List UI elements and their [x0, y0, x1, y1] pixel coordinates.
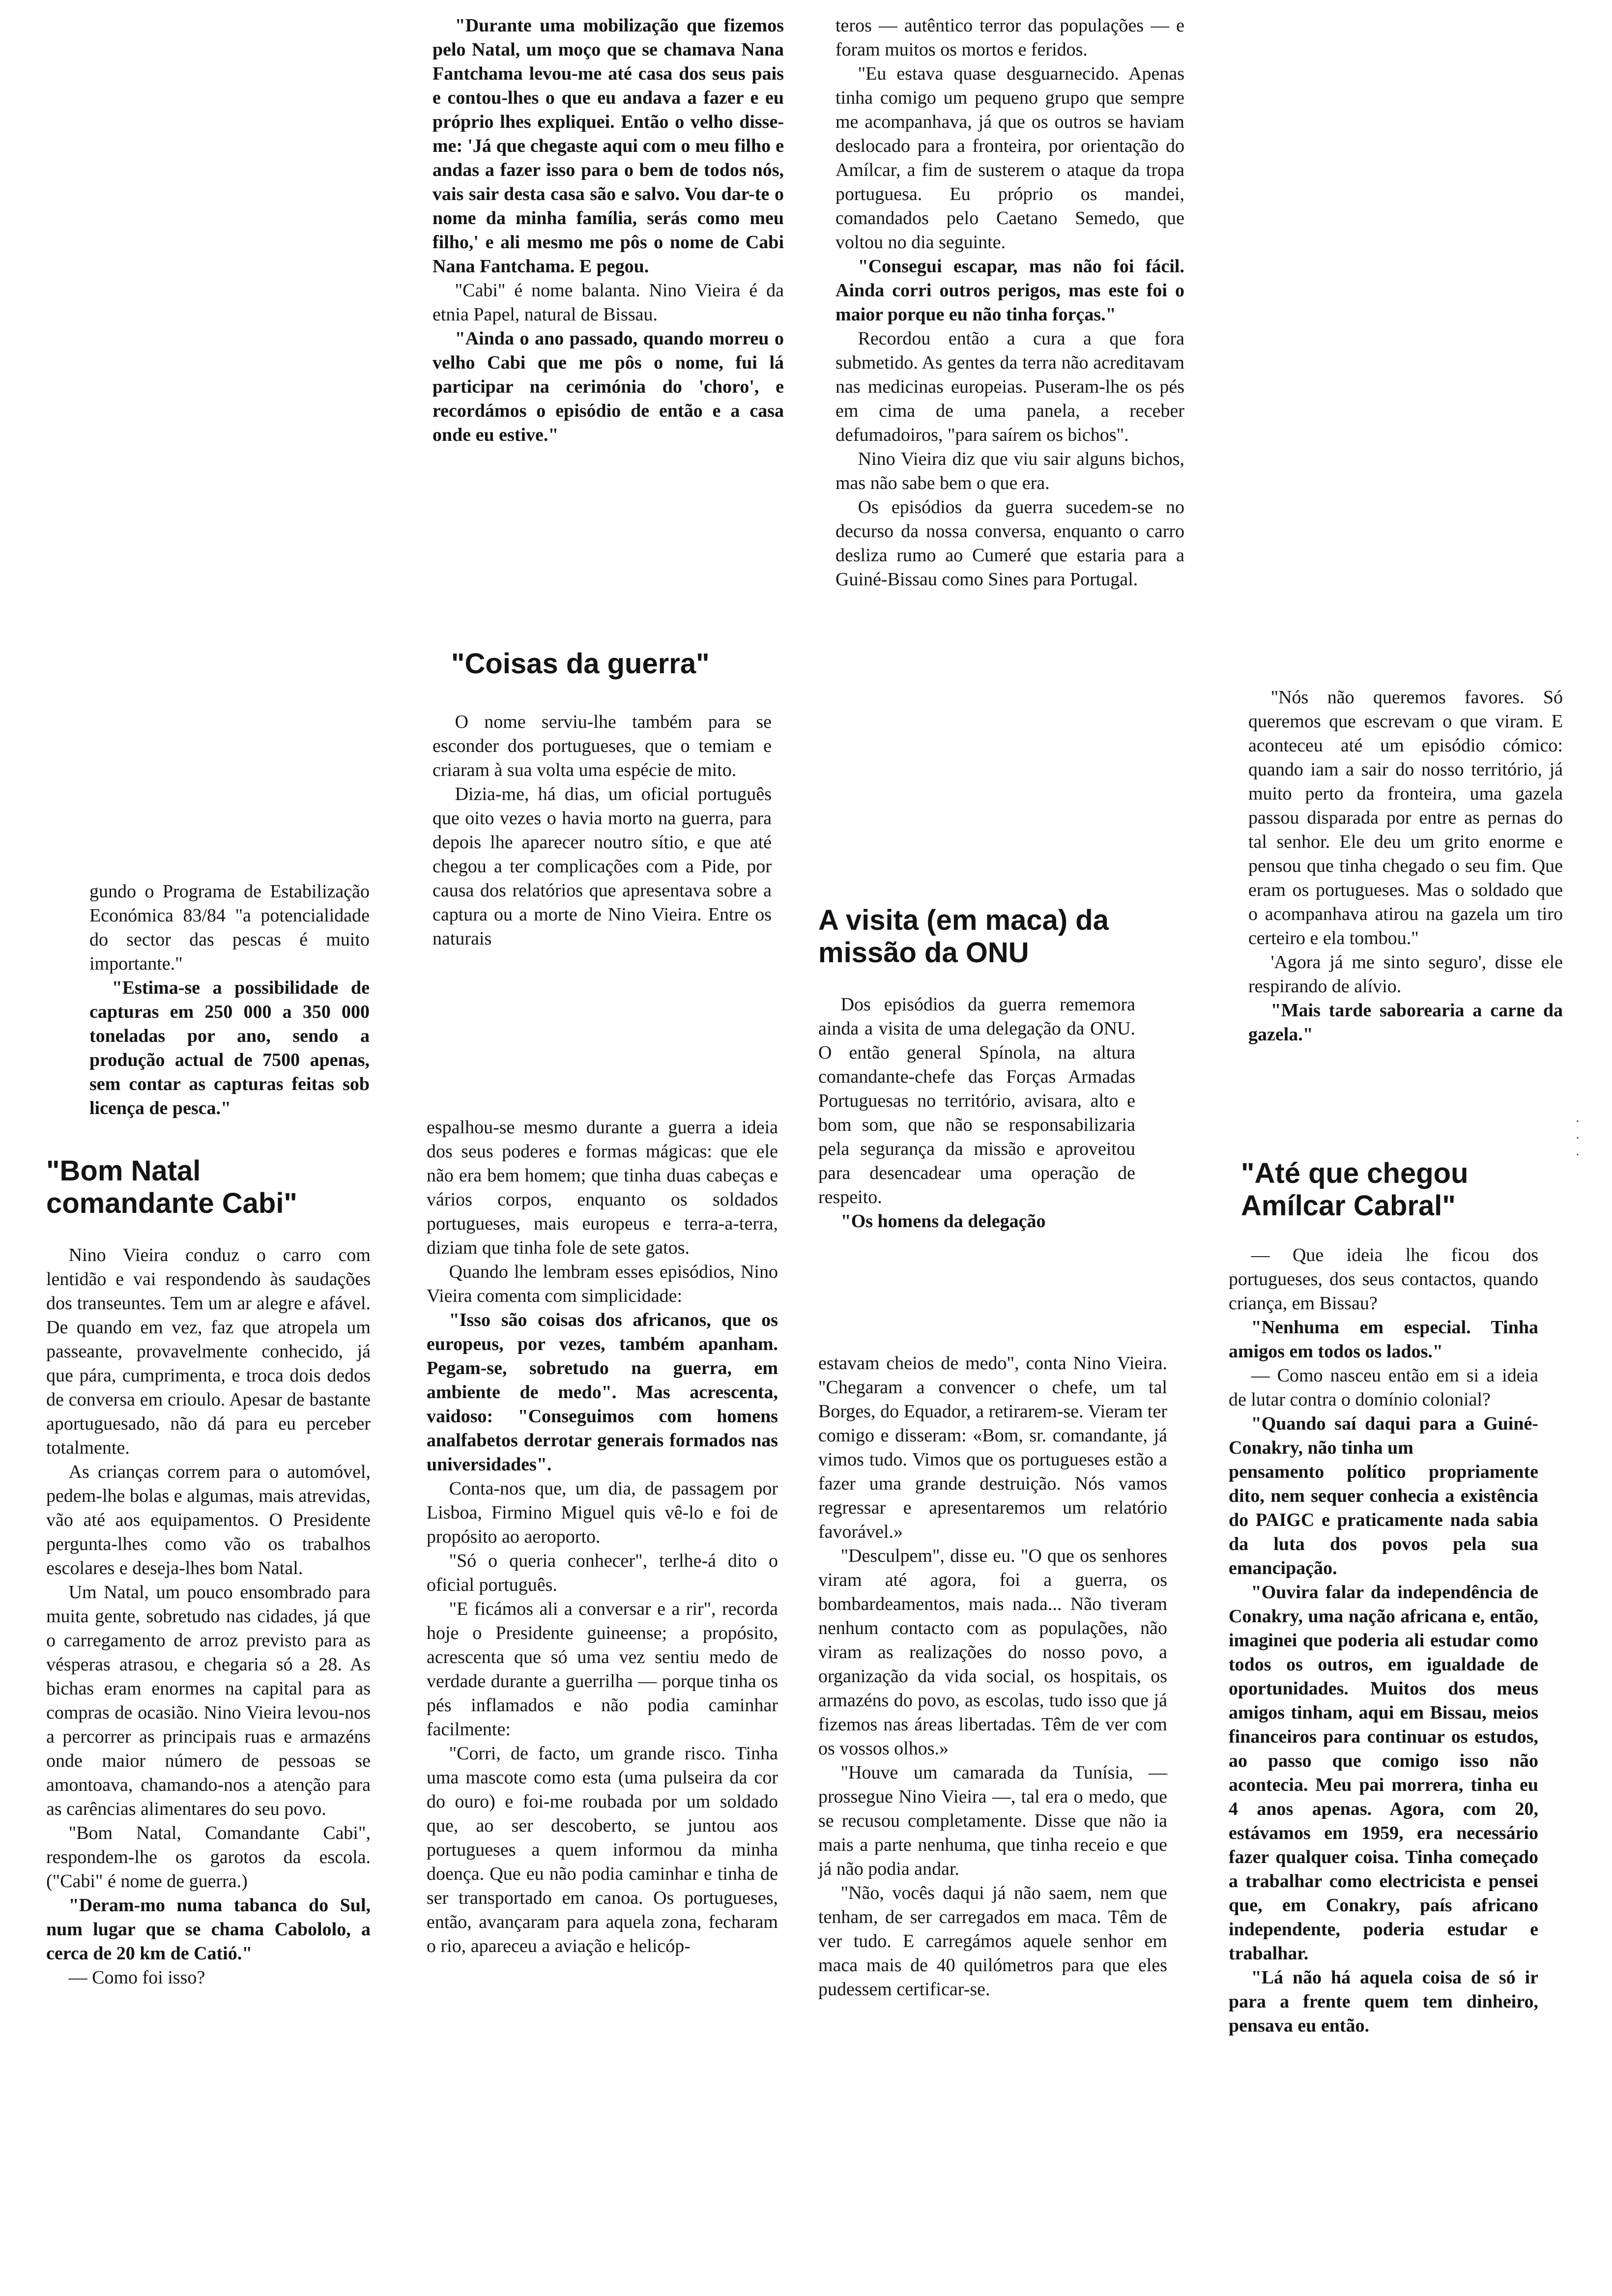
paragraph: pensamento político propriamente dito, nem sequer conhecia a existência do PAIGC e praticamente nada sabia da luta dos povos pela sua emancipação. [1229, 1462, 1538, 1578]
paragraph: "Ouvira falar da independência de Conakry, uma nação africana e, então, imaginei que poderia ali estudar como todos os outros, em igualdade de oportunidades. Muitos dos meus amigos tinham, aqui em Bissau, meios financeiros para continuar os estudos, ao passo que comigo isso não acontecia. Meu pai morrera, tinha eu 4 anos apenas. Agora, com 20, estávamos em 1959, era necessário fazer qualquer coisa. Tinha começado a trabalhar como electricista e pensei que, em Conakry, país africano independente, poderia estudar e trabalhar. [1229, 1582, 1538, 1964]
paragraph: Quando lhe lembram esses episódios, Nino Vieira comenta com simplicidade: [427, 1262, 778, 1306]
col3-middle-paragraphs [818, 993, 1135, 1234]
col4-body-paragraphs [1229, 1243, 1538, 2038]
paragraph: — Como nasceu então em si a ideia de lutar contra o domínio colonial? [1229, 1365, 1538, 1410]
paragraph: "Isso são coisas dos africanos, que os europeus, por vezes, também apanham. Pegam-se, sobretudo na guerra, em ambiente de medo". Mas acrescenta, vaidoso: "Conseguimos com homens analfabetos derrotar generais formados nas universidades". [427, 1310, 778, 1475]
col2-middle-paragraphs [432, 710, 772, 951]
paragraph: Conta-nos que, um dia, de passagem por Lisboa, Firmino Miguel quis vê-lo e foi de propósito ao aeroporto. [427, 1478, 778, 1547]
paragraph: Dizia-me, há dias, um oficial português que oito vezes o havia morto na guerra, para depois lhe aparecer noutro sítio, e que até chegou a ter complicações com a Pide, por causa dos relatórios que apresentava sobre a captura ou a morte de Nino Vieira. Entre os naturais [432, 784, 772, 949]
paragraph: "Consegui escapar, mas não foi fácil. Ainda corri outros perigos, mas este foi o maior porque eu não tinha forças." [835, 256, 1184, 325]
paragraph: "Lá não há aquela coisa de só ir para a frente quem tem dinheiro, pensava eu então. [1229, 1967, 1538, 2036]
paragraph: Nino Vieira diz que viu sair alguns bichos, mas não sabe bem o que era. [835, 449, 1184, 493]
paragraph: "Mais tarde saborearia a carne da gazela." [1248, 1000, 1563, 1045]
paragraph: 'Agora já me sinto seguro', disse ele respirando de alívio. [1248, 952, 1563, 997]
paragraph: Os episódios da guerra sucedem-se no decurso da nossa conversa, enquanto o carro desliza rumo ao Cumeré que estaria para a Guiné-Bissau como Sines para Portugal. [835, 497, 1184, 590]
col3-top-paragraphs [835, 14, 1184, 592]
paragraph: "Não, vocês daqui já não saem, nem que tenham, de ser carregados em maca. Têm de ver tudo. E carregámos aquele senhor em maca mais de 40 quilómetros para que eles pudessem certificar-se. [818, 1883, 1167, 2000]
paragraph: Dos episódios da guerra rememora ainda a visita de uma delegação da ONU. O então general Spínola, na altura comandante-chefe das Forças Armadas Portuguesas no território, avisara, alto e bom som, que não se responsabilizaria pela segurança da missão e aproveitou para desencadear uma operação de respeito. [818, 994, 1135, 1207]
section-heading-visita-onu: A visita (em maca) da missão da ONU [818, 904, 1109, 969]
paragraph: "Desculpem", disse eu. "O que os senhores viram até agora, foi a guerra, os bombardeamentos, mais nada... Não tiveram nenhum contacto com as populações, não viram as realizações do nosso povo, a organização da vida social, os hospitais, os armazéns do povo, as escolas, tudo isso que já fizemos nas áreas libertadas. Têm de ver com os vossos olhos.» [818, 1546, 1167, 1759]
col3-lower-paragraphs [818, 1351, 1167, 2002]
paragraph: "Nós não queremos favores. Só queremos que escrevam o que viram. E aconteceu até um episódio cómico: quando iam a sair do nosso território, já muito perto da fronteira, uma gazela passou disparada por entre as pernas do tal senhor. Ele deu um grito enorme e pensou que tinha chegado o seu fim. Que eram os portugueses. Mas o soldado que o acompanhava atirou na gazela um tiro certeiro e ela tombou." [1248, 687, 1563, 948]
paragraph: Nino Vieira conduz o carro com lentidão e vai respondendo às saudações dos transeuntes. Tem um ar alegre e afável. De quando em vez, faz que atropela um passeante, provavelmente conhecido, já que pára, cumprimenta, e troca dois dedos de conversa em crioulo. Apesar de bastante aportuguesado, não dá para eu perceber totalmente. [46, 1245, 371, 1458]
paragraph: "Eu estava quase desguarnecido. Apenas tinha comigo um pequeno grupo que sempre me acompanhava, já que os outros se haviam deslocado para a fronteira, por orientação do Amílcar, a fim de susterem o ataque da tropa portuguesa. Eu próprio os mandei, comandados pelo Caetano Semedo, que voltou no dia seguinte. [835, 63, 1184, 253]
paragraph: "Durante uma mobilização que fizemos pelo Natal, um moço que se chamava Nana Fantchama levou-me até casa dos seus pais e contou-lhes o que eu andava a fazer e eu próprio lhes expliquei. Então o velho disse-me: 'Já que chegaste aqui com o meu filho e andas a fazer isso para o bem de todos nós, vais sair desta casa são e salvo. Vou dar-te o nome da minha família, serás como meu filho,' e ali mesmo me pôs o nome de Cabi Nana Fantchama. E pegou. [432, 15, 784, 277]
paragraph: "Houve um camarada da Tunísia, — prossegue Nino Vieira —, tal era o medo, que se recusou completamente. Disse que não ia mais a parte nenhuma, que tinha receio e que já não podia andar. [818, 1762, 1167, 1879]
paragraph: "Quando saí daqui para a Guiné-Conakry, não tinha um [1229, 1413, 1538, 1458]
paragraph: — Que ideia lhe ficou dos portugueses, dos seus contactos, quando criança, em Bissau? [1229, 1245, 1538, 1314]
paragraph: espalhou-se mesmo durante a guerra a ideia dos seus poderes e formas mágicas: que ele não era bem homem; que tinha duas cabeças e vários corpos, enquanto os soldados portugueses, mais europeus e terra-a-terra, diziam que tinha fole de sete gatos. [427, 1117, 778, 1258]
paragraph: "Cabi" é nome balanta. Nino Vieira é da etnia Papel, natural de Bissau. [432, 280, 784, 325]
paragraph: teros — autêntico terror das populações — e foram muitos os mortos e feridos. [835, 15, 1184, 60]
paragraph: "Só o queria conhecer", terlhe-á dito o oficial português. [427, 1550, 778, 1595]
paragraph: "Bom Natal, Comandante Cabi", respondem-lhe os garotos da escola. ("Cabi" é nome de guerra.) [46, 1823, 371, 1892]
paragraph: "E ficámos ali a conversar e a rir", recorda hoje o Presidente guineense; a propósito, acrescenta que só uma vez sentiu medo de verdade durante a guerrilha — porque tinha os pés inflamados e não podia caminhar facilmente: [427, 1599, 778, 1740]
paragraph: O nome serviu-lhe também para se esconder dos portugueses, que o temiam e criaram à sua volta uma espécie de mito. [432, 712, 772, 780]
paragraph: "Os homens da delegação [840, 1211, 1046, 1232]
col3-heading-block [818, 904, 1172, 969]
paragraph: — Como foi isso? [68, 1967, 205, 1988]
paragraph: "Nenhuma em especial. Tinha amigos em todos os lados." [1229, 1317, 1538, 1362]
col2-lower-paragraphs [427, 1116, 778, 1958]
col1-body-paragraphs [46, 1243, 371, 1990]
section-heading-amilcar-cabral: "Até que chegou Amílcar Cabral" [1241, 1157, 1468, 1222]
paragraph: Recordou então a cura a que fora submetido. As gentes da terra não acreditavam nas medicinas europeias. Puseram-lhe os pés em cima de uma panela, a receber defumadoiros, "para saírem os bichos". [835, 328, 1184, 445]
section-heading-coisas-da-guerra: "Coisas da guerra" [451, 648, 710, 680]
col1-heading-block [46, 1155, 361, 1220]
scan-edge-mark: · · · [1575, 1113, 1580, 1163]
col4-top-paragraphs [1248, 686, 1563, 1047]
paragraph: As crianças correm para o automóvel, pedem-lhe bolas e algumas, mais atrevidas, vão até aos equipamentos. O Presidente pergunta-lhes como vão os trabalhos escolares e deseja-lhes bom Natal. [46, 1462, 371, 1578]
col1-lead-paragraphs [89, 880, 370, 1120]
paragraph: Um Natal, um pouco ensombrado para muita gente, sobretudo nas cidades, já que o carregamento de arroz previsto para as vésperas atrasou, e chegaria só a 28. As bichas eram enormes na capital para as compras de ocasião. Nino Vieira levou-nos a percorrer as principais ruas e armazéns onde maior número de pessoas se amontoava, chamando-nos a atenção para as carências alimentares do seu povo. [46, 1582, 371, 1819]
col2-heading-block [451, 648, 785, 680]
paragraph: "Ainda o ano passado, quando morreu o velho Cabi que me pôs o nome, fui lá participar na cerimónia do 'choro', e recordámos o episódio de então e a casa onde eu estive." [432, 328, 784, 445]
section-heading-bom-natal: "Bom Natal comandante Cabi" [46, 1155, 297, 1219]
paragraph: "Corri, de facto, um grande risco. Tinha uma mascote como esta (uma pulseira da cor do ouro) e foi-me roubada por um soldado que, ao ser descoberto, se juntou aos portugueses a quem informou da minha doença. Que eu não podia caminhar e tinha de ser transportado em canoa. Os portugueses, então, avançaram para aquela zona, fecharam o rio, apareceu a aviação e helicóp- [427, 1743, 778, 1956]
paragraph: "Estima-se a possibilidade de capturas em 250 000 a 350 000 toneladas por ano, sendo a produção actual de 7500 apenas, sem contar as capturas feitas sob licença de pesca." [89, 977, 370, 1119]
col2-top-paragraphs [432, 14, 784, 447]
paragraph: estavam cheios de medo", conta Nino Vieira. "Chegaram a convencer o chefe, um tal Borges, do Equador, a retirarem-se. Vieram ter comigo e disseram: «Bom, sr. comandante, já vimos tudo. Vimos que os portugueses estão a fazer uma grande destruição. Nós vamos regressar e apresentaremos um relatório favorável.» [818, 1353, 1167, 1542]
paragraph: "Deram-mo numa tabanca do Sul, num lugar que se chama Cabololo, a cerca de 20 km de Catió." [46, 1895, 371, 1964]
col4-heading-block [1241, 1157, 1555, 1222]
paragraph: gundo o Programa de Estabilização Económica 83/84 "a potencialidade do sector das pescas é muito importante." [89, 881, 370, 974]
